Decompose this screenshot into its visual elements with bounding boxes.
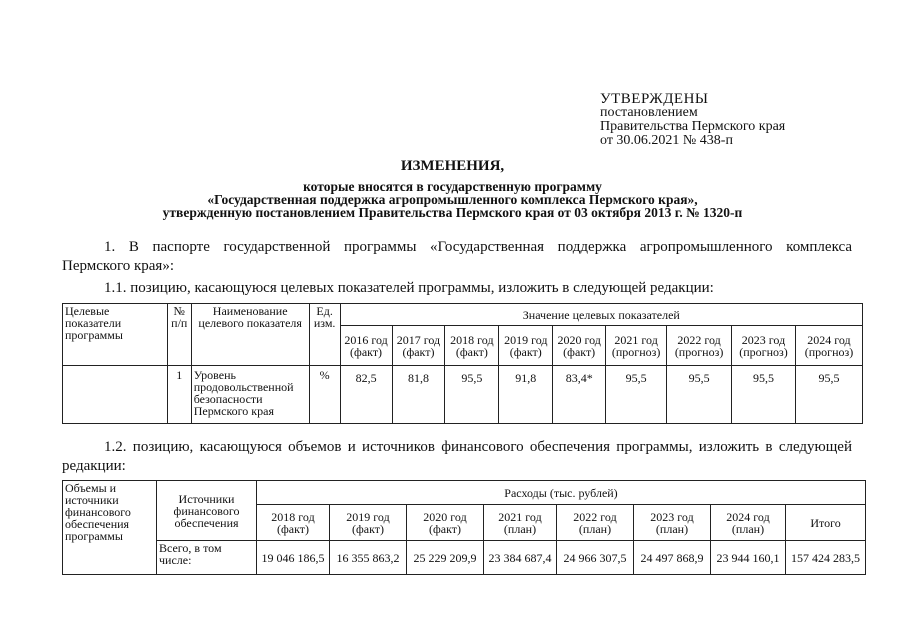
- approval-block: [600, 92, 785, 148]
- year-header: 2024 год (прогноз): [795, 326, 862, 366]
- year-header: 2018 год (факт): [257, 505, 330, 541]
- paragraph-1-line-1: 1. В паспорте государственной программы «Государственная поддержка агропромышленного комплекса: [104, 239, 852, 255]
- paragraph-1-line-2: Пермского края»:: [62, 258, 174, 274]
- header-source: Источники финансового обеспечения: [157, 481, 257, 541]
- year-header: 2022 год (прогноз): [667, 326, 732, 366]
- amount-cell: 25 229 209,9: [407, 541, 484, 575]
- header-section: Целевые показатели программы: [63, 304, 168, 366]
- empty-cell: [63, 366, 168, 424]
- value-cell: 95,5: [795, 366, 862, 424]
- value-cell: 82,5: [340, 366, 392, 424]
- header-expenses: Расходы (тыс. рублей): [257, 481, 866, 505]
- year-header: 2016 год (факт): [340, 326, 392, 366]
- year-header: 2020 год (факт): [553, 326, 606, 366]
- year-header: 2023 год (план): [634, 505, 711, 541]
- value-cell: 91,8: [499, 366, 553, 424]
- header-indicator-name: Наименование целевого показателя: [191, 304, 309, 366]
- year-header: 2021 год (план): [484, 505, 557, 541]
- paragraph-1-2-line-2: редакции:: [62, 458, 126, 474]
- amount-cell: 24 497 868,9: [634, 541, 711, 575]
- header-num: № п/п: [167, 304, 191, 366]
- header-section: Объемы и источники финансового обеспечения программы: [63, 481, 157, 575]
- amount-cell: 157 424 283,5: [786, 541, 866, 575]
- year-header: 2017 год (факт): [392, 326, 445, 366]
- year-header: 2024 год (план): [711, 505, 786, 541]
- header-unit: Ед. изм.: [309, 304, 340, 366]
- row-num: 1: [167, 366, 191, 424]
- row-indicator-name: Уровень продовольственной безопасности Пермского края: [191, 366, 309, 424]
- value-cell: 95,5: [606, 366, 667, 424]
- year-header: 2022 год (план): [557, 505, 634, 541]
- year-header: 2019 год (факт): [330, 505, 407, 541]
- year-header: 2019 год (факт): [499, 326, 553, 366]
- target-indicators-table: [62, 303, 863, 424]
- row-label: Всего, в том числе:: [157, 541, 257, 575]
- value-cell: 83,4*: [553, 366, 606, 424]
- heading-line-1: которые вносятся в государственную программу: [303, 179, 602, 194]
- heading-line-3: утвержденную постановлением Правительства Пермского края от 03 октября 2013 г. № 1320-п: [162, 205, 743, 220]
- header-target-values: Значение целевых показателей: [340, 304, 862, 326]
- value-cell: 81,8: [392, 366, 445, 424]
- value-cell: 95,5: [732, 366, 796, 424]
- total-header: Итого: [786, 505, 866, 541]
- year-header: 2023 год (прогноз): [732, 326, 796, 366]
- value-cell: 95,5: [445, 366, 499, 424]
- amount-cell: 16 355 863,2: [330, 541, 407, 575]
- row-unit: %: [309, 366, 340, 424]
- heading-line-2: «Государственная поддержка агропромышленного комплекса Пермского края»,: [207, 192, 698, 207]
- paragraph-1-1: 1.1. позицию, касающуюся целевых показателей программы, изложить в следующей редакции:: [104, 280, 714, 296]
- paragraph-1-2-line-1: 1.2. позицию, касающуюся объемов и источников финансового обеспечения программы, изложить в следующей: [104, 439, 852, 455]
- amount-cell: 23 944 160,1: [711, 541, 786, 575]
- value-cell: 95,5: [667, 366, 732, 424]
- year-header: 2020 год (факт): [407, 505, 484, 541]
- approval-title: УТВЕРЖДЕНЫ: [600, 91, 709, 107]
- approval-line-1: постановлением: [600, 105, 698, 120]
- approval-line-3: от 30.06.2021 № 438-п: [600, 133, 733, 148]
- financing-table: [62, 480, 866, 575]
- approval-line-2: Правительства Пермского края: [600, 119, 786, 134]
- amount-cell: 19 046 186,5: [257, 541, 330, 575]
- amount-cell: 23 384 687,4: [484, 541, 557, 575]
- year-header: 2021 год (прогноз): [606, 326, 667, 366]
- amount-cell: 24 966 307,5: [557, 541, 634, 575]
- document-title: ИЗМЕНЕНИЯ,: [400, 158, 505, 174]
- year-header: 2018 год (факт): [445, 326, 499, 366]
